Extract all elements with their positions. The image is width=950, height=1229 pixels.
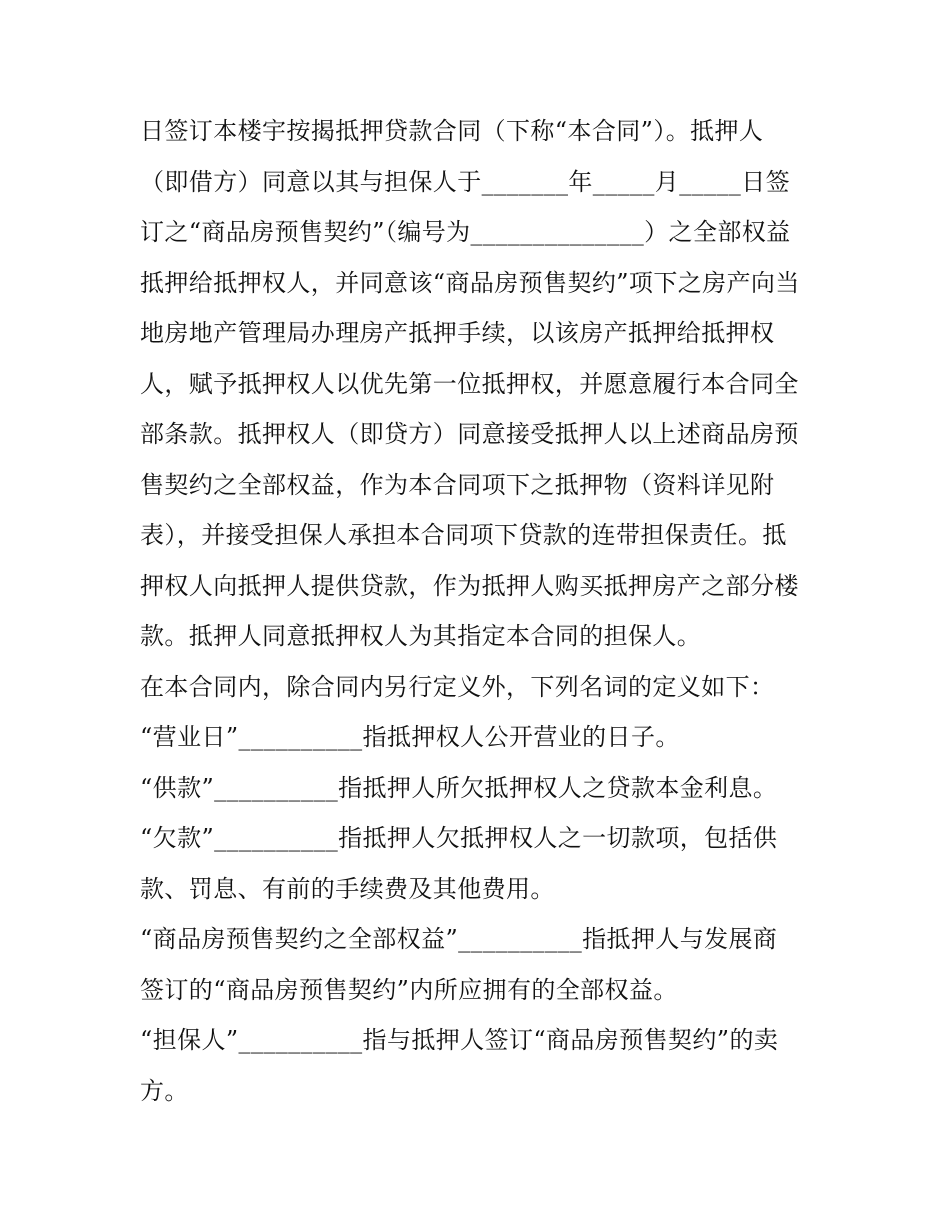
- text-line: 售契约之全部权益，作为本合同项下之抵押物（资料详见附: [140, 470, 775, 499]
- definitions-intro: 在本合同内，除合同内另行定义外，下列名词的定义如下：: [140, 672, 775, 701]
- text-line: 人，赋予抵押权人以优先第一位抵押权，并愿意履行本合同全: [140, 369, 799, 398]
- definition-business-day: “营业日”__________指抵押权人公开营业的日子。: [140, 723, 680, 751]
- text-line: 日签订本楼宇按揭抵押贷款合同（下称“本合同”）。抵押人: [140, 117, 764, 145]
- definition-arrears: “欠款”__________指抵押人欠抵押权人之一切款项，包括供: [140, 824, 778, 852]
- definition-presale-rights-cont: 签订的“商品房预售契约”内所应拥有的全部权益。: [140, 975, 678, 1004]
- text-line: 抵押给抵押权人，并同意该“商品房预售契约”项下之房产向当: [140, 268, 800, 297]
- definition-guarantor-cont: 方。: [140, 1076, 189, 1105]
- text-line: 订之“商品房预售契约”（编号为______________）之全部权益: [140, 218, 791, 246]
- text-line: 表），并接受担保人承担本合同项下贷款的连带担保责任。抵: [140, 521, 787, 549]
- text-line: 押权人向抵押人提供贷款，作为抵押人购买抵押房产之部分楼: [140, 571, 799, 600]
- definition-installment: “供款”__________指抵押人所欠抵押权人之贷款本金利息。: [140, 773, 778, 802]
- contract-body-text: [140, 106, 830, 1116]
- definition-guarantor: “担保人”__________指与抵押人签订“商品房预售契约”的卖: [140, 1026, 779, 1054]
- text-line: 款。抵押人同意抵押权人为其指定本合同的担保人。: [140, 622, 702, 650]
- text-line: 部条款。抵押权人（即贷方）同意接受抵押人以上述商品房预: [140, 420, 799, 448]
- definition-presale-rights: “商品房预售契约之全部权益”__________指抵押人与发展商: [140, 925, 778, 953]
- definition-arrears-cont: 款、罚息、有前的手续费及其他费用。: [140, 874, 555, 903]
- text-line: （即借方）同意以其与担保人于_______年_____月_____日签: [140, 167, 790, 196]
- text-line: 地房地产管理局办理房产抵押手续，以该房产抵押给抵押权: [140, 319, 775, 347]
